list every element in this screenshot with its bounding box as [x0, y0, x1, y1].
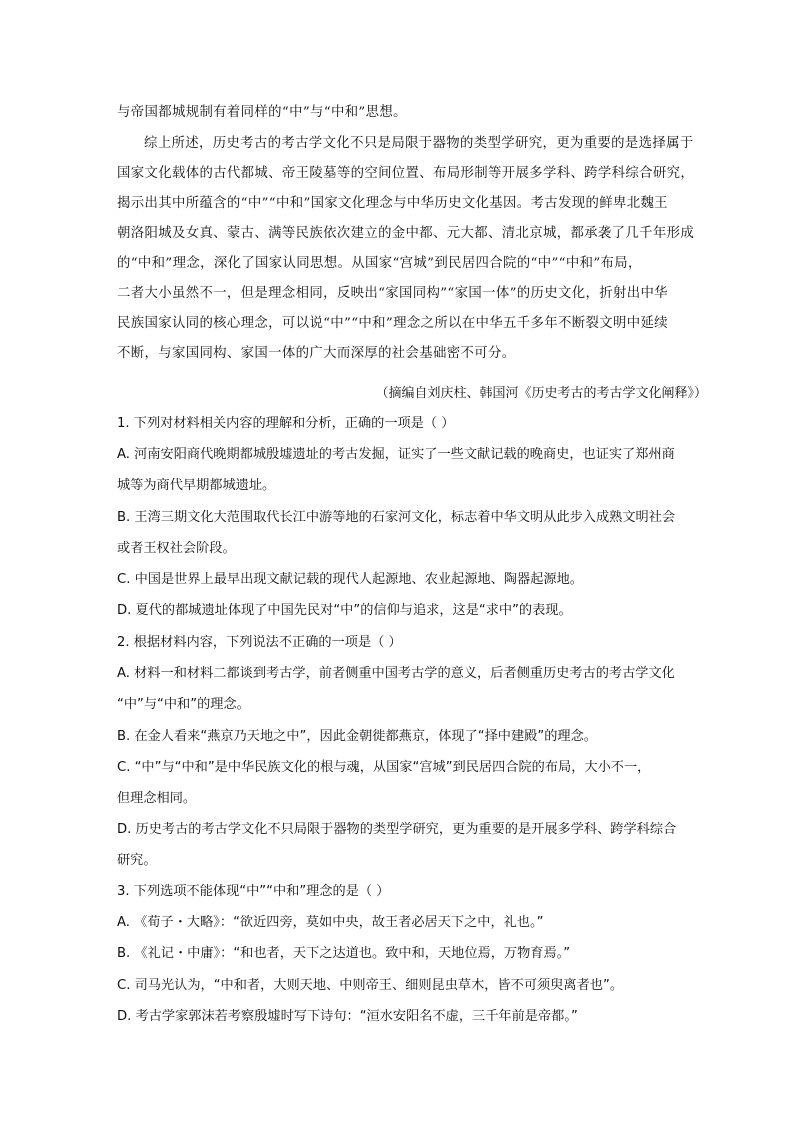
passage-line: 综上所述，历史考古的考古学文化不只是局限于器物的类型学研究，更为重要的是选择属于 [144, 136, 694, 151]
option-a-continued: “中”与“中和”的理念。 [117, 697, 250, 712]
question-stem: 2. 根据材料内容，下列说法不正确的一项是（ ） [117, 635, 402, 650]
passage-line: 民族国家认同的核心理念，可以说“中”“中和”理念之所以在中华五千多年不断裂文明中延续 [117, 316, 668, 331]
question-stem: 3. 下列选项不能体现“中”“中和”理念的是（ ） [117, 884, 390, 899]
passage-line: 的“中和”理念，深化了国家认同思想。从国家“宫城”到民居四合院的“中”“中和”布局， [117, 256, 642, 271]
passage-line: 与帝国都城规制有着同样的“中”与“中和”思想。 [117, 105, 407, 120]
option-a: A. 河南安阳商代晚期都城殷墟遗址的考古发掘，证实了一些文献记载的晚商史，也证实了郑州商 [117, 447, 675, 462]
option-a: A. 《荀子・大略》：“欲近四旁，莫如中央，故王者必居天下之中，礼也。” [117, 915, 544, 930]
option-d: D. 历史考古的考古学文化不只局限于器物的类型学研究，更为重要的是开展多学科、跨学科综合 [117, 822, 677, 837]
option-d: D. 考古学家郭沫若考察殷墟时写下诗句：“洹水安阳名不虚，三千年前是帝都。” [117, 1009, 578, 1024]
option-a: A. 材料一和材料二都谈到考古学，前者侧重中国考古学的意义，后者侧重历史考古的考古学文化 [117, 666, 675, 681]
option-b: B. 王湾三期文化大范围取代长江中游等地的石家河文化，标志着中华文明从此步入成熟文明社会 [117, 510, 676, 525]
option-c: C. “中”与“中和”是中华民族文化的根与魂，从国家“宫城”到民居四合院的布局，大小不一， [117, 760, 651, 775]
question-stem: 1. 下列对材料相关内容的理解和分析，正确的一项是（ ） [117, 416, 455, 431]
option-b-continued: 或者王权社会阶段。 [117, 541, 236, 556]
option-b: B. 在金人看来“燕京乃天地之中”，因此金朝徙都燕京，体现了“择中建殿”的理念。 [117, 729, 597, 744]
option-d-continued: 研究。 [117, 853, 157, 868]
passage-line: 揭示出其中所蕴含的“中”“中和”国家文化理念与中华历史文化基因。考古发现的鲜卑北魏王 [117, 196, 668, 211]
passage-line: 不断，与家国同构、家国一体的广大而深厚的社会基础密不可分。 [117, 346, 516, 361]
option-c: C. 中国是世界上最早出现文献记载的现代人起源地、农业起源地、陶器起源地。 [117, 572, 583, 587]
option-c: C. 司马光认为，“中和者，大则天地、中则帝王、细则昆虫草木，皆不可须臾离者也”。 [117, 978, 624, 993]
option-c-continued: 但理念相同。 [117, 791, 197, 806]
passage-line: 二者大小虽然不一，但是理念相同，反映出“家国同构”“家国一体”的历史文化，折射出中华 [117, 286, 668, 301]
passage-line: 国家文化载体的古代都城、帝王陵墓等的空间位置、布局形制等开展多学科、跨学科综合研究， [117, 166, 695, 181]
passage-source-citation: （摘编自刘庆柱、韩国河《历史考古的考古学文化阐释》） [375, 386, 707, 401]
option-b: B. 《礼记・中庸》：“和也者，天下之达道也。致中和，天地位焉，万物育焉。” [117, 946, 571, 961]
passage-line: 朝洛阳城及女真、蒙古、满等民族依次建立的金中都、元大都、清北京城，都承袭了几千年形成 [117, 226, 695, 241]
option-a-continued: 城等为商代早期都城遗址。 [117, 478, 276, 493]
option-d: D. 夏代的都城遗址体现了中国先民对“中”的信仰与追求，这是“求中”的表现。 [117, 603, 572, 618]
